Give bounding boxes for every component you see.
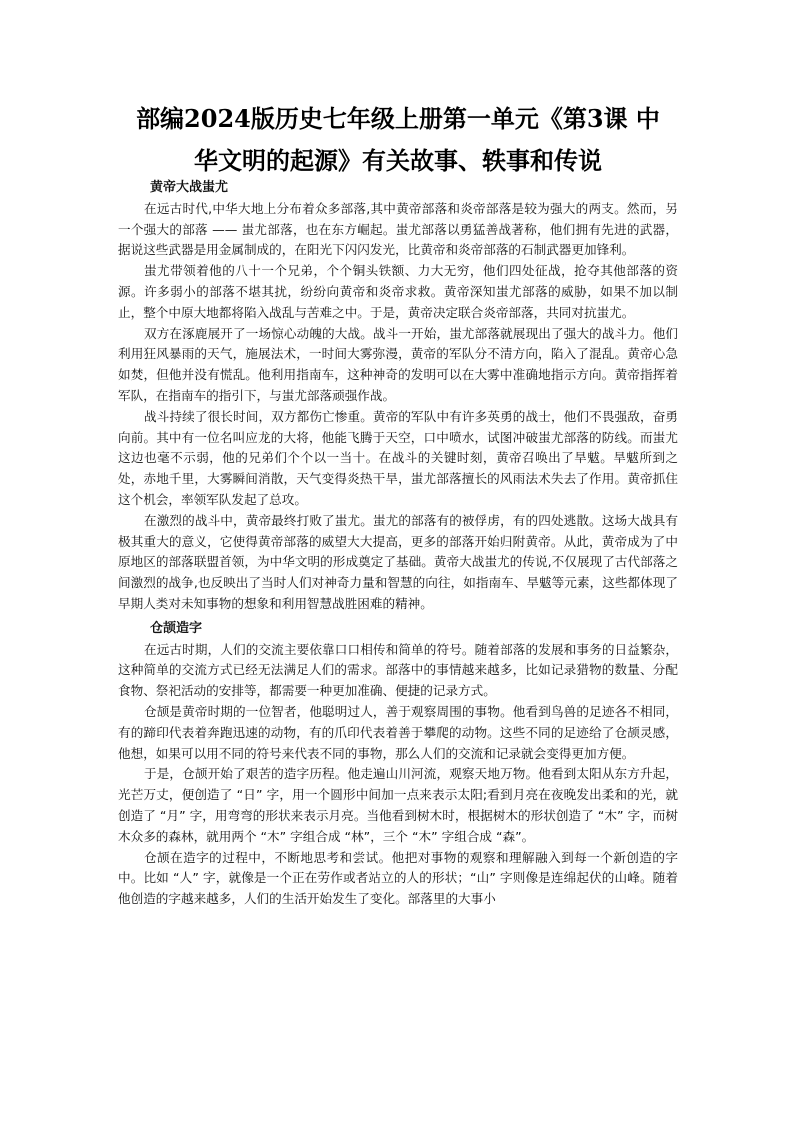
document-title xyxy=(118,98,678,182)
document-body xyxy=(118,178,678,910)
paragraph: 于是，仓颉开始了艰苦的造字历程。他走遍山川河流，观察天地万物。他看到太阳从东方升起，光芒万丈，便创造了 “日” 字，用一个圆形中间加一点来表示太阳;看到月亮在夜晚发出柔和的光，就创造了 “月” 字，用弯弯的形状来表示月亮。当他看到树木时，根据树木的形状创造了 “木” 字，而树木众多的森林，就用两个 “木” 字组合成 “林”，三个 “木” 字组合成 “森”。 xyxy=(118,766,678,844)
section-heading-cangjie: 仓颉造字 xyxy=(150,620,203,636)
section-heading-huangdi: 黄帝大战蚩尤 xyxy=(150,180,229,195)
title-line-1: 部编2024版历史七年级上册第一单元《第3课 中 xyxy=(136,104,660,133)
title-line-2: 华文明的起源》有关故事、轶事和传说 xyxy=(194,146,602,175)
paragraph: 战斗持续了很长时间，双方都伤亡惨重。黄帝的军队中有许多英勇的战士，他们不畏强敌，奋勇向前。其中有一位名叫应龙的大将，他能飞腾于天空，口中喷水，试图冲破蚩尤部落的防线。而蚩尤这边也毫不示弱，他的兄弟们个个以一当十。在战斗的关键时刻，黄帝召唤出了旱魃。旱魃所到之处，赤地千里，大雾瞬间消散，天气变得炎热干旱，蚩尤部落擅长的风雨法术失去了作用。黄帝抓住这个机会，率领军队发起了总攻。 xyxy=(118,408,678,507)
paragraph: 仓颉在造字的过程中，不断地思考和尝试。他把对事物的观察和理解融入到每一个新创造的字中。比如 “人” 字，就像是一个正在劳作或者站立的人的形状；“山” 字则像是连绵起伏的山峰。随着他创造的字越来越多，人们的生活开始发生了变化。部落里的大事小 xyxy=(118,849,678,907)
paragraph: 在激烈的战斗中，黄帝最终打败了蚩尤。蚩尤的部落有的被俘虏，有的四处逃散。这场大战具有极其重大的意义，它使得黄帝部落的威望大大提高，更多的部落开始归附黄帝。从此，黄帝成为了中原地区的部落联盟首领，为中华文明的形成奠定了基础。黄帝大战蚩尤的传说,不仅展现了古代部落之间激烈的战争,也反映出了当时人们对神奇力量和智慧的向往，如指南车、旱魃等元素，这些都体现了早期人类对未知事物的想象和利用智慧战胜困难的精神。 xyxy=(118,512,678,611)
paragraph: 在远古时代,中华大地上分布着众多部落,其中黄帝部落和炎帝部落是较为强大的两支。然而，另一个强大的部落 —— 蚩尤部落，也在东方崛起。蚩尤部落以勇猛善战著称，他们拥有先进的武器，据说这些武器是用金属制成的，在阳光下闪闪发光，比黄帝和炎帝部落的石制武器更加锋利。 xyxy=(118,200,678,258)
paragraph: 蚩尤带领着他的八十一个兄弟，个个铜头铁额、力大无穷，他们四处征战，抢夺其他部落的资源。许多弱小的部落不堪其扰，纷纷向黄帝和炎帝求救。黄帝深知蚩尤部落的威胁，如果不加以制止，整个中原大地都将陷入战乱与苦难之中。于是，黄帝决定联合炎帝部落，共同对抗蚩尤。 xyxy=(118,263,678,320)
paragraph: 双方在涿鹿展开了一场惊心动魄的大战。战斗一开始，蚩尤部落就展现出了强大的战斗力。他们利用狂风暴雨的天气，施展法术，一时间大雾弥漫，黄帝的军队分不清方向，陷入了混乱。黄帝心急如焚，但他并没有慌乱。他利用指南车，这种神奇的发明可以在大雾中准确地指示方向。黄帝指挥着军队，在指南车的指引下，与蚩尤部落顽强作战。 xyxy=(118,325,678,403)
paragraph: 在远古时期，人们的交流主要依靠口口相传和简单的符号。随着部落的发展和事务的日益繁杂，这种简单的交流方式已经无法满足人们的需求。部落中的事情越来越多，比如记录猎物的数量、分配食物、祭祀活动的安排等，都需要一种更加准确、便捷的记录方式。 xyxy=(118,641,678,699)
paragraph: 仓颉是黄帝时期的一位智者，他聪明过人，善于观察周围的事物。他看到鸟兽的足迹各不相同，有的蹄印代表着奔跑迅速的动物，有的爪印代表着善于攀爬的动物。这些不同的足迹给了仓颉灵感，他想，如果可以用不同的符号来代表不同的事物，那么人们的交流和记录就会变得更加方便。 xyxy=(118,703,678,761)
